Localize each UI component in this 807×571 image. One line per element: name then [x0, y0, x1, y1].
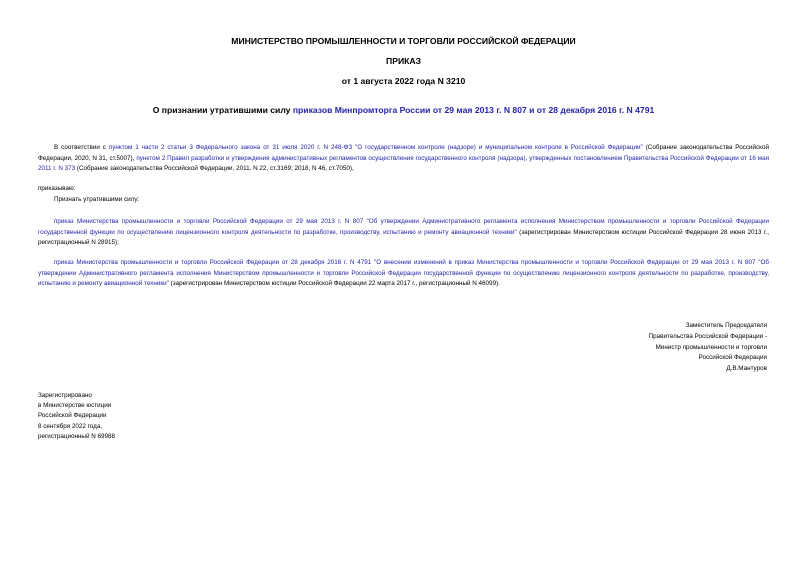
law-248-link[interactable]: пунктом 1 части 2 статьи 3 Федерального закона от 31 июля 2020 г. N 248-ФЗ "О государственном контроле (надзоре) и муниципальном контроле в Российской Федерации" — [108, 144, 643, 151]
registration-line: в Министерстве юстиции — [38, 402, 112, 410]
order-807-link[interactable]: приказ Министерства промышленности и торговли Российской Федерации от 29 мая 2013 г. N 807 "Об утверждении Административного регламента исполнения Министерством промышленности и торговли Российской Федерации государственной функции по осуществлению лицензионного контроля деятельности по разработке, производству, испытанию и ремонту авиационной техники" — [38, 218, 769, 236]
repealed-item-1 — [38, 217, 769, 249]
rules-373-link[interactable]: пунктом 2 Правил разработки и утверждения административных регламентов осуществления государственного контроля (надзора), утвержденных постановлением Правительства Российской Федерации от 16 мая 2011 г. N 373 — [38, 154, 770, 173]
registration-date: 8 сентября 2022 года, — [38, 422, 103, 430]
signature-line: Заместитель Председателя — [685, 322, 767, 329]
registration-line: Российской Федерации — [38, 412, 107, 420]
signature-line: Министр промышленности и торговли — [655, 343, 767, 351]
document-title — [30, 105, 777, 116]
doc-date-number: от 1 августа 2022 года N 3210 — [341, 76, 466, 86]
registration-number: регистрационный N 69988 — [38, 432, 116, 440]
signatory-name: Д.В.Мантуров — [726, 365, 767, 373]
signature-line: Правительства Российской Федерации - — [648, 332, 767, 340]
title-link[interactable]: приказов Минпромторга России от 29 мая 2013 г. N 807 и от 28 декабря 2016 г. N 4791 — [292, 105, 655, 115]
signature-block — [649, 321, 767, 375]
preamble-paragraph — [38, 143, 769, 175]
title-prefix: О признании утратившими силу — [152, 105, 293, 115]
recognize-text: Признать утратившими силу: — [54, 196, 140, 203]
item1-registration-text: (зарегистрирован Министерством юстиции Российской Федерации 28 июня 2013 г., регистрационный N 28915); — [38, 228, 769, 247]
order-word: приказываю: — [38, 185, 76, 192]
item2-registration-text: (зарегистрирован Министерством юстиции Российской Федерации 22 марта 2017 г., регистрационный N 46099). — [168, 280, 500, 288]
repealed-item-2 — [38, 258, 769, 290]
preamble-text-2: (Собрание законодательства Российской Федерации, 2020, N 31, ст.5007), — [38, 144, 770, 162]
order-4791-link[interactable]: приказ Министерства промышленности и торговли Российской Федерации от 28 декабря 2016 г. N 4791 "О внесении изменений в приказ Министерства промышленности и торговли Российской Федерации от 29 мая 2013 г. N 807 "Об утверждении Административного регламента исполнения Министерством промышленности и торговли Российской Федерации государственной функции по осуществлению лицензионного контроля деятельности по разработке, производству, испытанию и ремонту авиационной техники" — [38, 259, 769, 288]
ministry-name: МИНИСТЕРСТВО ПРОМЫШЛЕННОСТИ И ТОРГОВЛИ РОССИЙСКОЙ ФЕДЕРАЦИИ — [231, 36, 576, 46]
preamble-text-1: В соответствии с — [54, 144, 109, 151]
registration-line: Зарегистрировано — [38, 392, 92, 399]
doc-type: ПРИКАЗ — [386, 56, 421, 66]
signature-line: Российской Федерации — [698, 354, 767, 362]
registration-block — [38, 391, 115, 442]
preamble-text-3: (Собрание законодательства Российской Федерации, 2011, N 22, ст.3169; 2018, N 46, ст.7050), — [75, 165, 354, 173]
